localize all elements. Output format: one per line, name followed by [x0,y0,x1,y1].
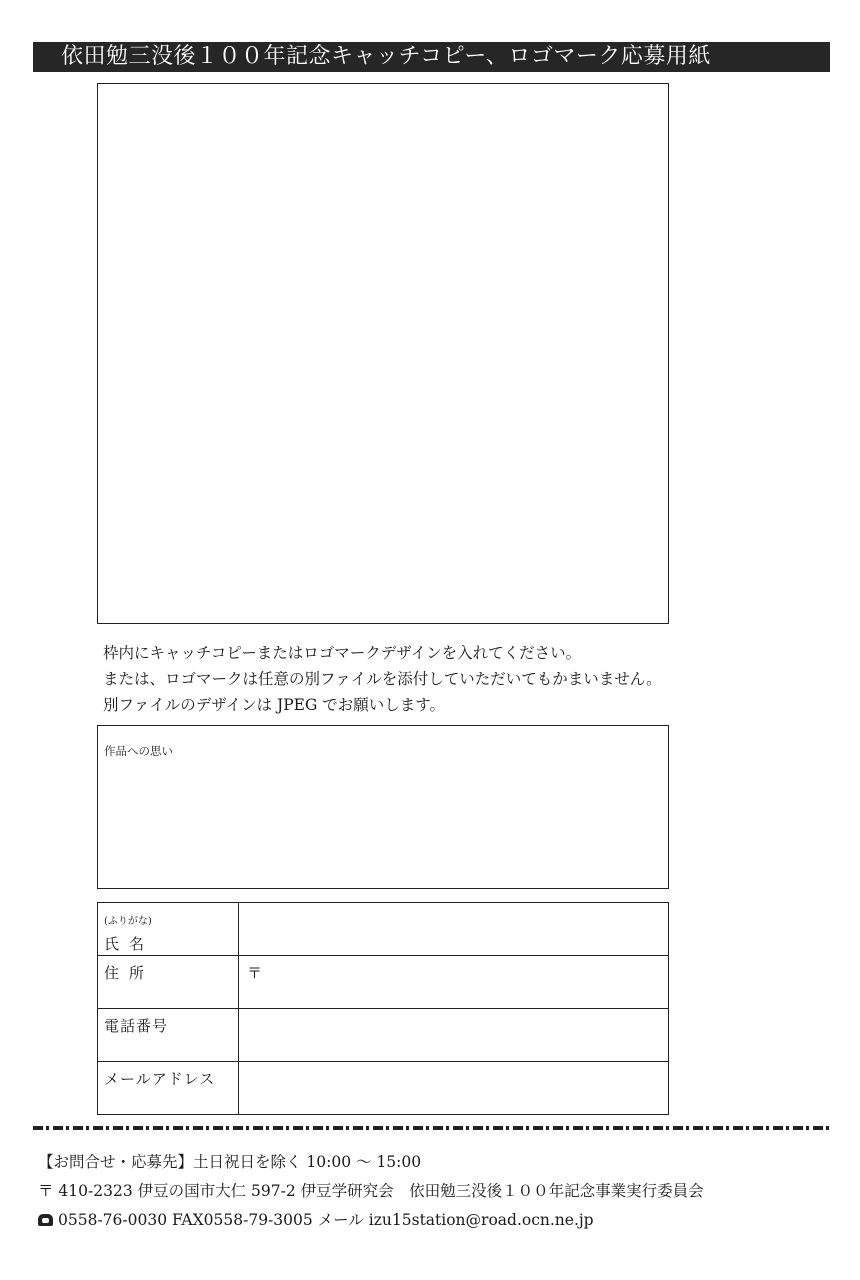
name-label-cell [98,903,239,956]
phone-label-cell [98,1009,239,1062]
instruction-line: または、ロゴマークは任意の別ファイルを添付していただいてもかまいません。 [103,670,662,688]
applicant-info-table [97,902,669,1115]
dashed-divider [33,1126,830,1130]
thoughts-label: 作品への思い [104,744,173,758]
contact-info [38,1148,704,1235]
email-row [98,1062,669,1115]
name-field[interactable] [239,903,669,956]
instruction-line: 別ファイルのデザインは JPEG でお願いします。 [103,696,446,714]
phone-field[interactable] [239,1009,669,1062]
address-label-cell [98,956,239,1009]
furigana-label: (ふりがな) [104,916,152,927]
phone-row [98,1009,669,1062]
address-field[interactable] [239,956,669,1009]
email-label-cell [98,1062,239,1115]
thoughts-box[interactable] [97,725,669,889]
instructions [103,640,803,718]
name-row [98,903,669,956]
name-label: 氏名 [104,935,155,953]
email-label: メールアドレス [104,1070,216,1088]
contact-address: 〒 410-2323 伊豆の国市大仁 597-2 伊豆学研究会 依田勉三没後１００年記念事業実行委員会 [38,1182,704,1200]
form-title: 依田勉三没後１００年記念キャッチコピー、ロゴマーク応募用紙 [33,42,830,72]
address-row [98,956,669,1009]
email-field[interactable] [239,1062,669,1115]
phone-icon [38,1214,53,1226]
instruction-line: 枠内にキャッチコピーまたはロゴマークデザインを入れてください。 [103,644,582,662]
address-label: 住所 [104,964,155,982]
contact-phone-line [38,1206,704,1235]
postal-mark: 〒 [247,964,263,982]
phone-label: 電話番号 [104,1017,169,1035]
design-entry-box[interactable] [97,83,669,624]
contact-phone-text: 0558-76-0030 FAX0558-79-3005 メール izu15station@road.ocn.ne.jp [58,1211,594,1229]
contact-hours: 【お問合せ・応募先】土日祝日を除く 10:00 ～ 15:00 [38,1153,422,1171]
